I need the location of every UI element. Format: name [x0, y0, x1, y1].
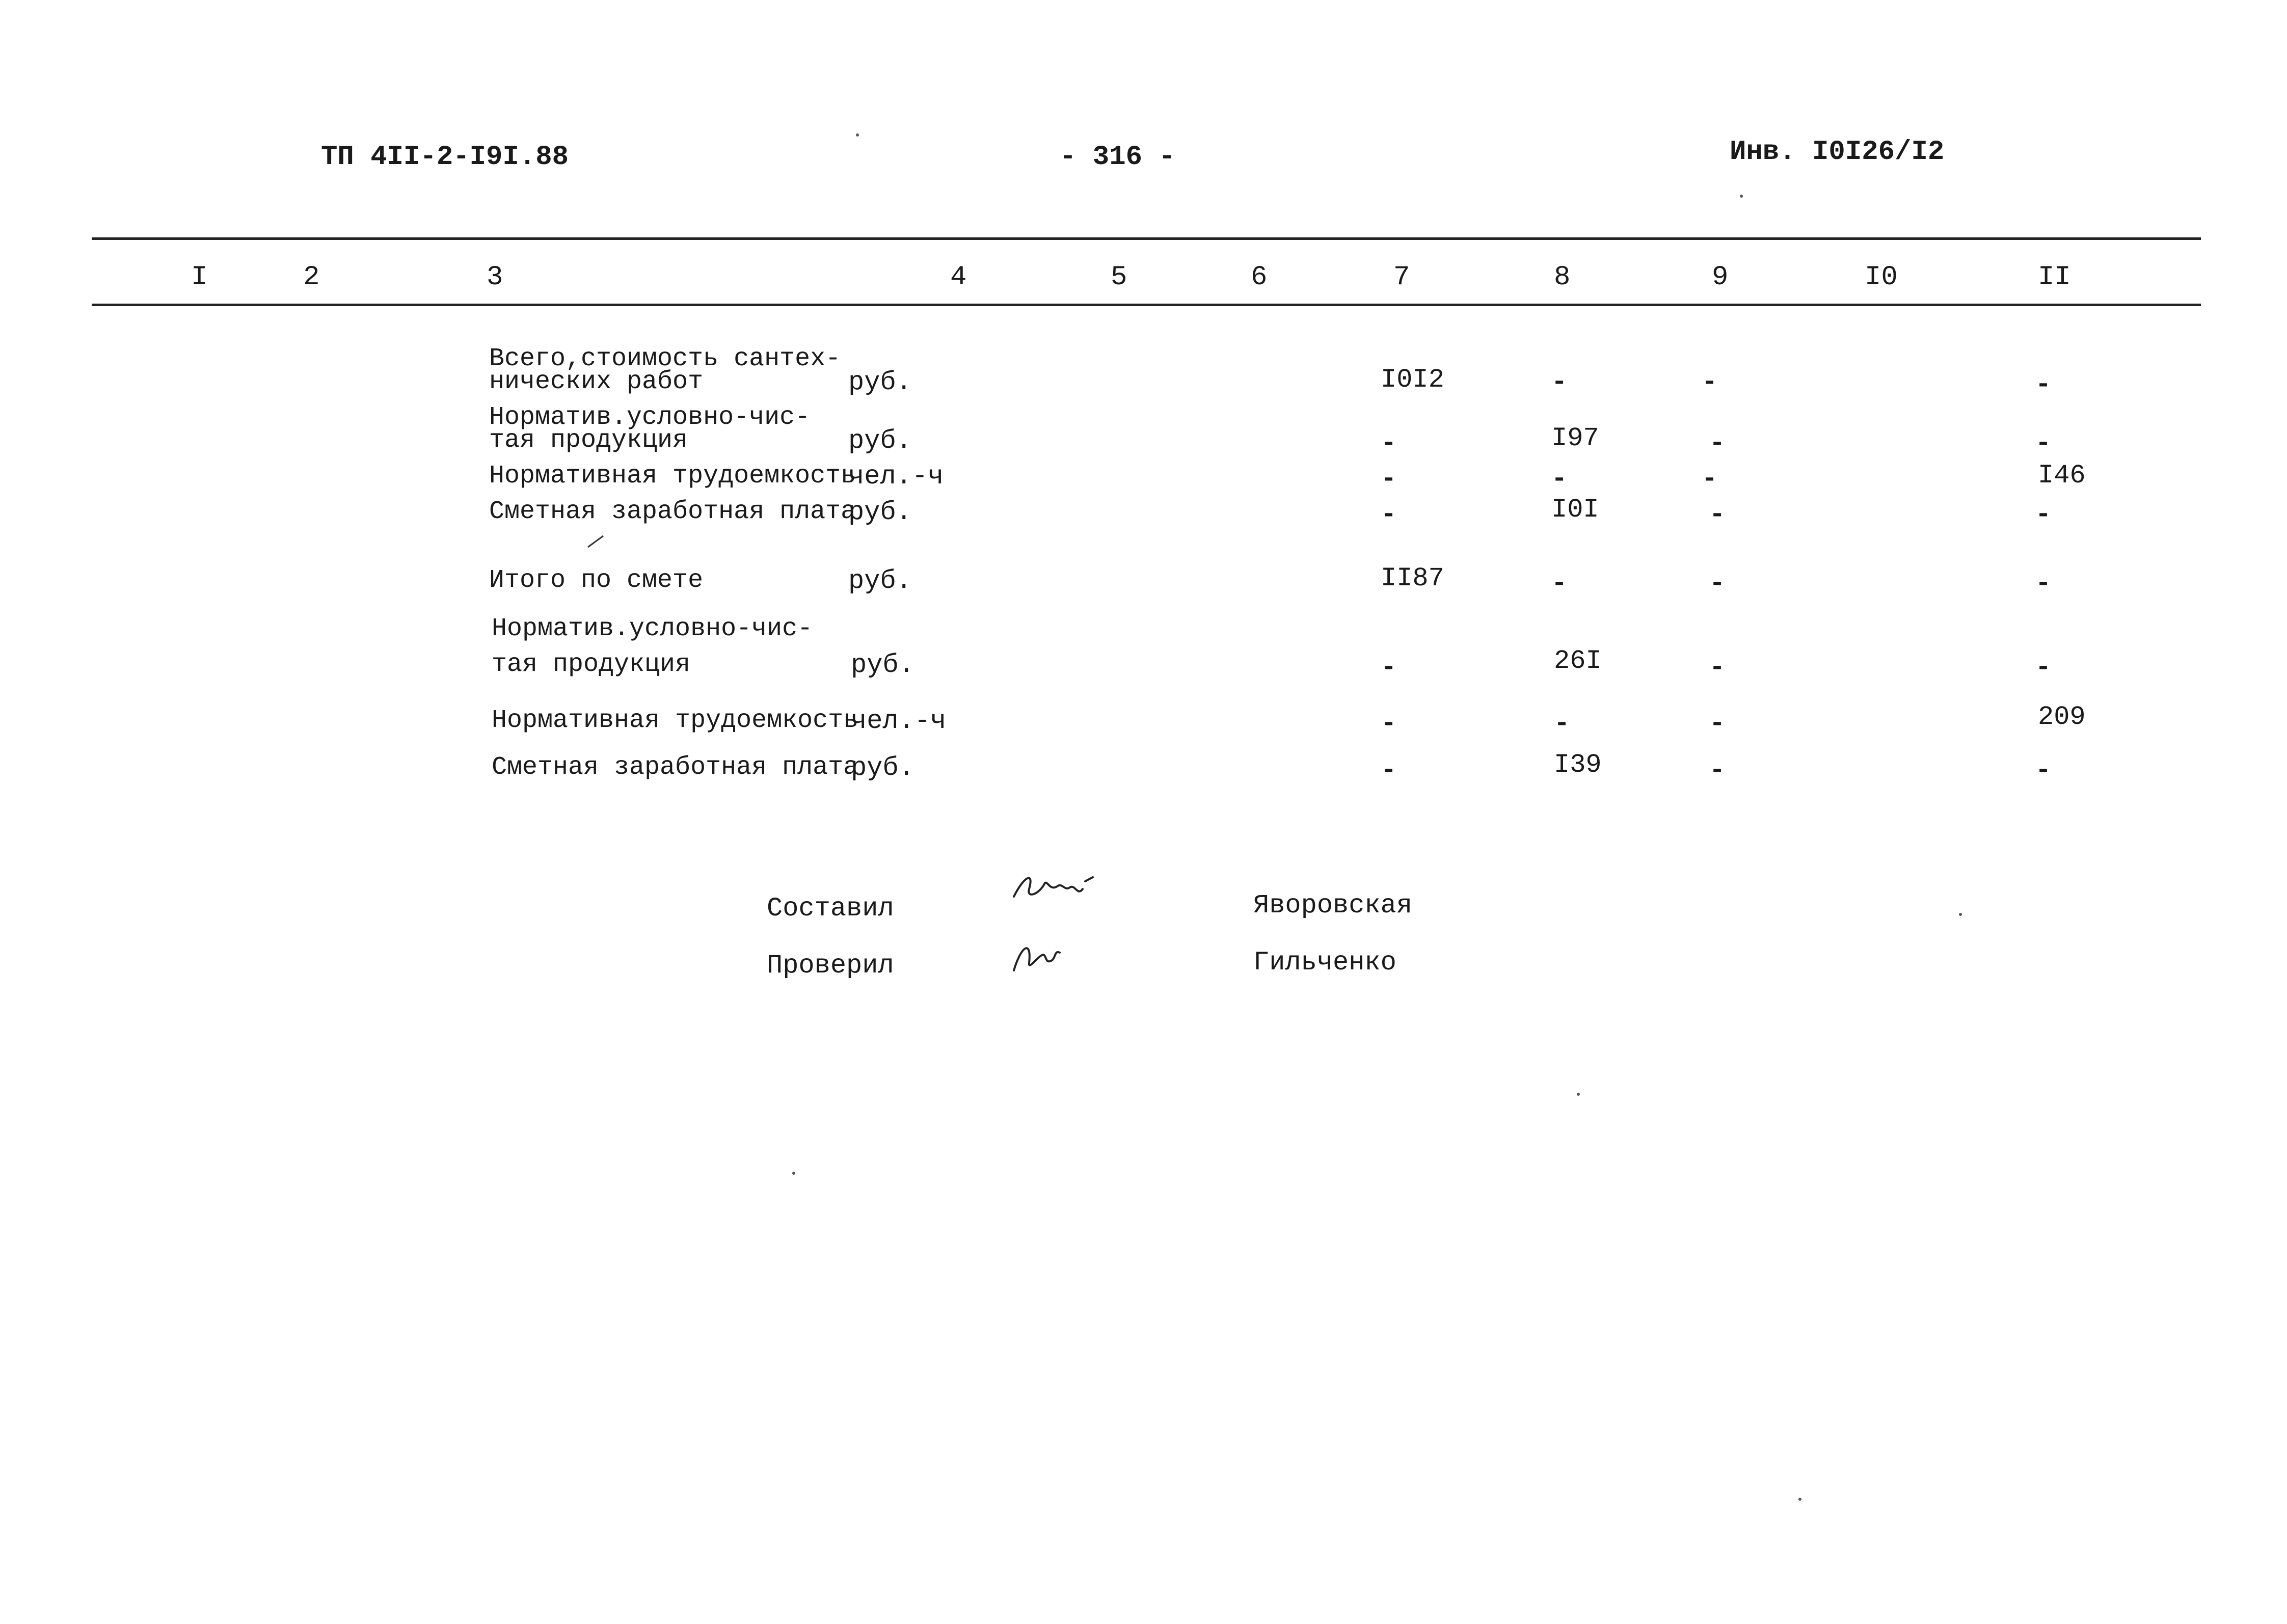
- cell-col9: -: [1709, 653, 1726, 683]
- cell-col9: -: [1702, 464, 1718, 494]
- cell-col9: -: [1709, 755, 1726, 786]
- cell-col9: -: [1709, 428, 1726, 458]
- column-header: 8: [1554, 262, 1571, 293]
- row-label: Сметная заработная плата: [489, 497, 856, 526]
- column-header: I: [191, 262, 208, 293]
- cell-col8: -: [1551, 367, 1568, 397]
- row-label: тая продукция: [492, 650, 691, 679]
- cell-col7: I0I2: [1381, 365, 1444, 395]
- cell-col11: -: [2035, 569, 2052, 599]
- cell-col11: -: [2035, 755, 2052, 786]
- unit-cell: чел.-ч: [851, 706, 947, 736]
- scan-speck: [1959, 913, 1962, 916]
- page-number: - 316 -: [1060, 142, 1175, 173]
- unit-cell: руб.: [848, 497, 912, 527]
- checked-name: Гильченко: [1253, 948, 1396, 978]
- column-header: II: [2038, 262, 2071, 293]
- inventory-number: Инв. I0I26/I2: [1730, 137, 1945, 168]
- column-header: I0: [1865, 262, 1898, 293]
- cell-col7: -: [1381, 500, 1397, 530]
- column-header: 3: [487, 262, 503, 293]
- row-label: Нормативная трудоемкость: [489, 462, 856, 491]
- cell-col7: -: [1381, 428, 1397, 458]
- checked-label: Проверил: [767, 951, 894, 981]
- document-code: ТП 4II-2-I9I.88: [321, 142, 569, 173]
- cell-col11: -: [2035, 370, 2052, 400]
- unit-cell: руб.: [848, 367, 912, 397]
- cell-col9: -: [1709, 500, 1726, 530]
- column-header: 2: [303, 262, 320, 293]
- column-header: 4: [950, 262, 967, 293]
- cell-col7: -: [1381, 709, 1397, 739]
- table-top-rule: [92, 237, 2201, 240]
- row-label: Норматив.условно-чис-: [492, 614, 813, 643]
- cell-col7: -: [1381, 653, 1397, 683]
- cell-col7: II87: [1381, 563, 1444, 593]
- cell-col11: 209: [2038, 702, 2086, 732]
- unit-cell: руб.: [848, 566, 912, 596]
- column-header: 7: [1393, 262, 1410, 293]
- cell-col11: I46: [2038, 461, 2086, 491]
- row-label: Сметная заработная плата: [492, 753, 859, 782]
- unit-cell: руб.: [848, 426, 912, 456]
- scan-speck: [792, 1172, 795, 1175]
- scan-speck: [1798, 1498, 1801, 1501]
- unit-cell: чел.-ч: [848, 462, 944, 492]
- cell-col8: -: [1554, 709, 1570, 739]
- cell-col7: -: [1381, 755, 1397, 786]
- cell-col7: -: [1381, 464, 1397, 494]
- row-label: Итого по смете: [489, 566, 704, 595]
- cell-col8: 26I: [1554, 646, 1602, 676]
- cell-col11: -: [2035, 500, 2052, 530]
- scan-speck: [1740, 195, 1743, 198]
- cell-col9: -: [1709, 569, 1726, 599]
- scan-speck: [856, 133, 859, 137]
- compiled-label: Составил: [767, 894, 894, 924]
- unit-cell: руб.: [851, 650, 914, 680]
- cell-col8: I97: [1551, 423, 1599, 453]
- compiled-signature-icon: [1009, 866, 1111, 907]
- cell-col8: -: [1551, 464, 1568, 494]
- cell-col8: I39: [1554, 750, 1602, 780]
- row-label: нических работ: [489, 367, 704, 396]
- row-label: тая продукция: [489, 426, 688, 455]
- scan-speck: [1577, 1093, 1580, 1096]
- cell-col11: -: [2035, 428, 2052, 458]
- unit-cell: руб.: [851, 753, 914, 783]
- cell-col11: -: [2035, 653, 2052, 683]
- cell-col9: -: [1702, 367, 1718, 397]
- row-label: Всего,стоимость сантех-: [489, 344, 841, 373]
- column-header: 5: [1111, 262, 1127, 293]
- row-label: Норматив.условно-чис-: [489, 403, 811, 432]
- column-header: 6: [1251, 262, 1268, 293]
- checked-signature-icon: [1009, 937, 1070, 978]
- column-header: 9: [1712, 262, 1729, 293]
- table-header-rule: [92, 304, 2201, 306]
- pen-mark: [586, 534, 606, 549]
- row-label: Нормативная трудоемкость: [492, 706, 859, 735]
- cell-col8: I0I: [1551, 495, 1599, 525]
- cell-col9: -: [1709, 709, 1726, 739]
- cell-col8: -: [1551, 569, 1568, 599]
- compiled-name: Яворовская: [1253, 890, 1413, 921]
